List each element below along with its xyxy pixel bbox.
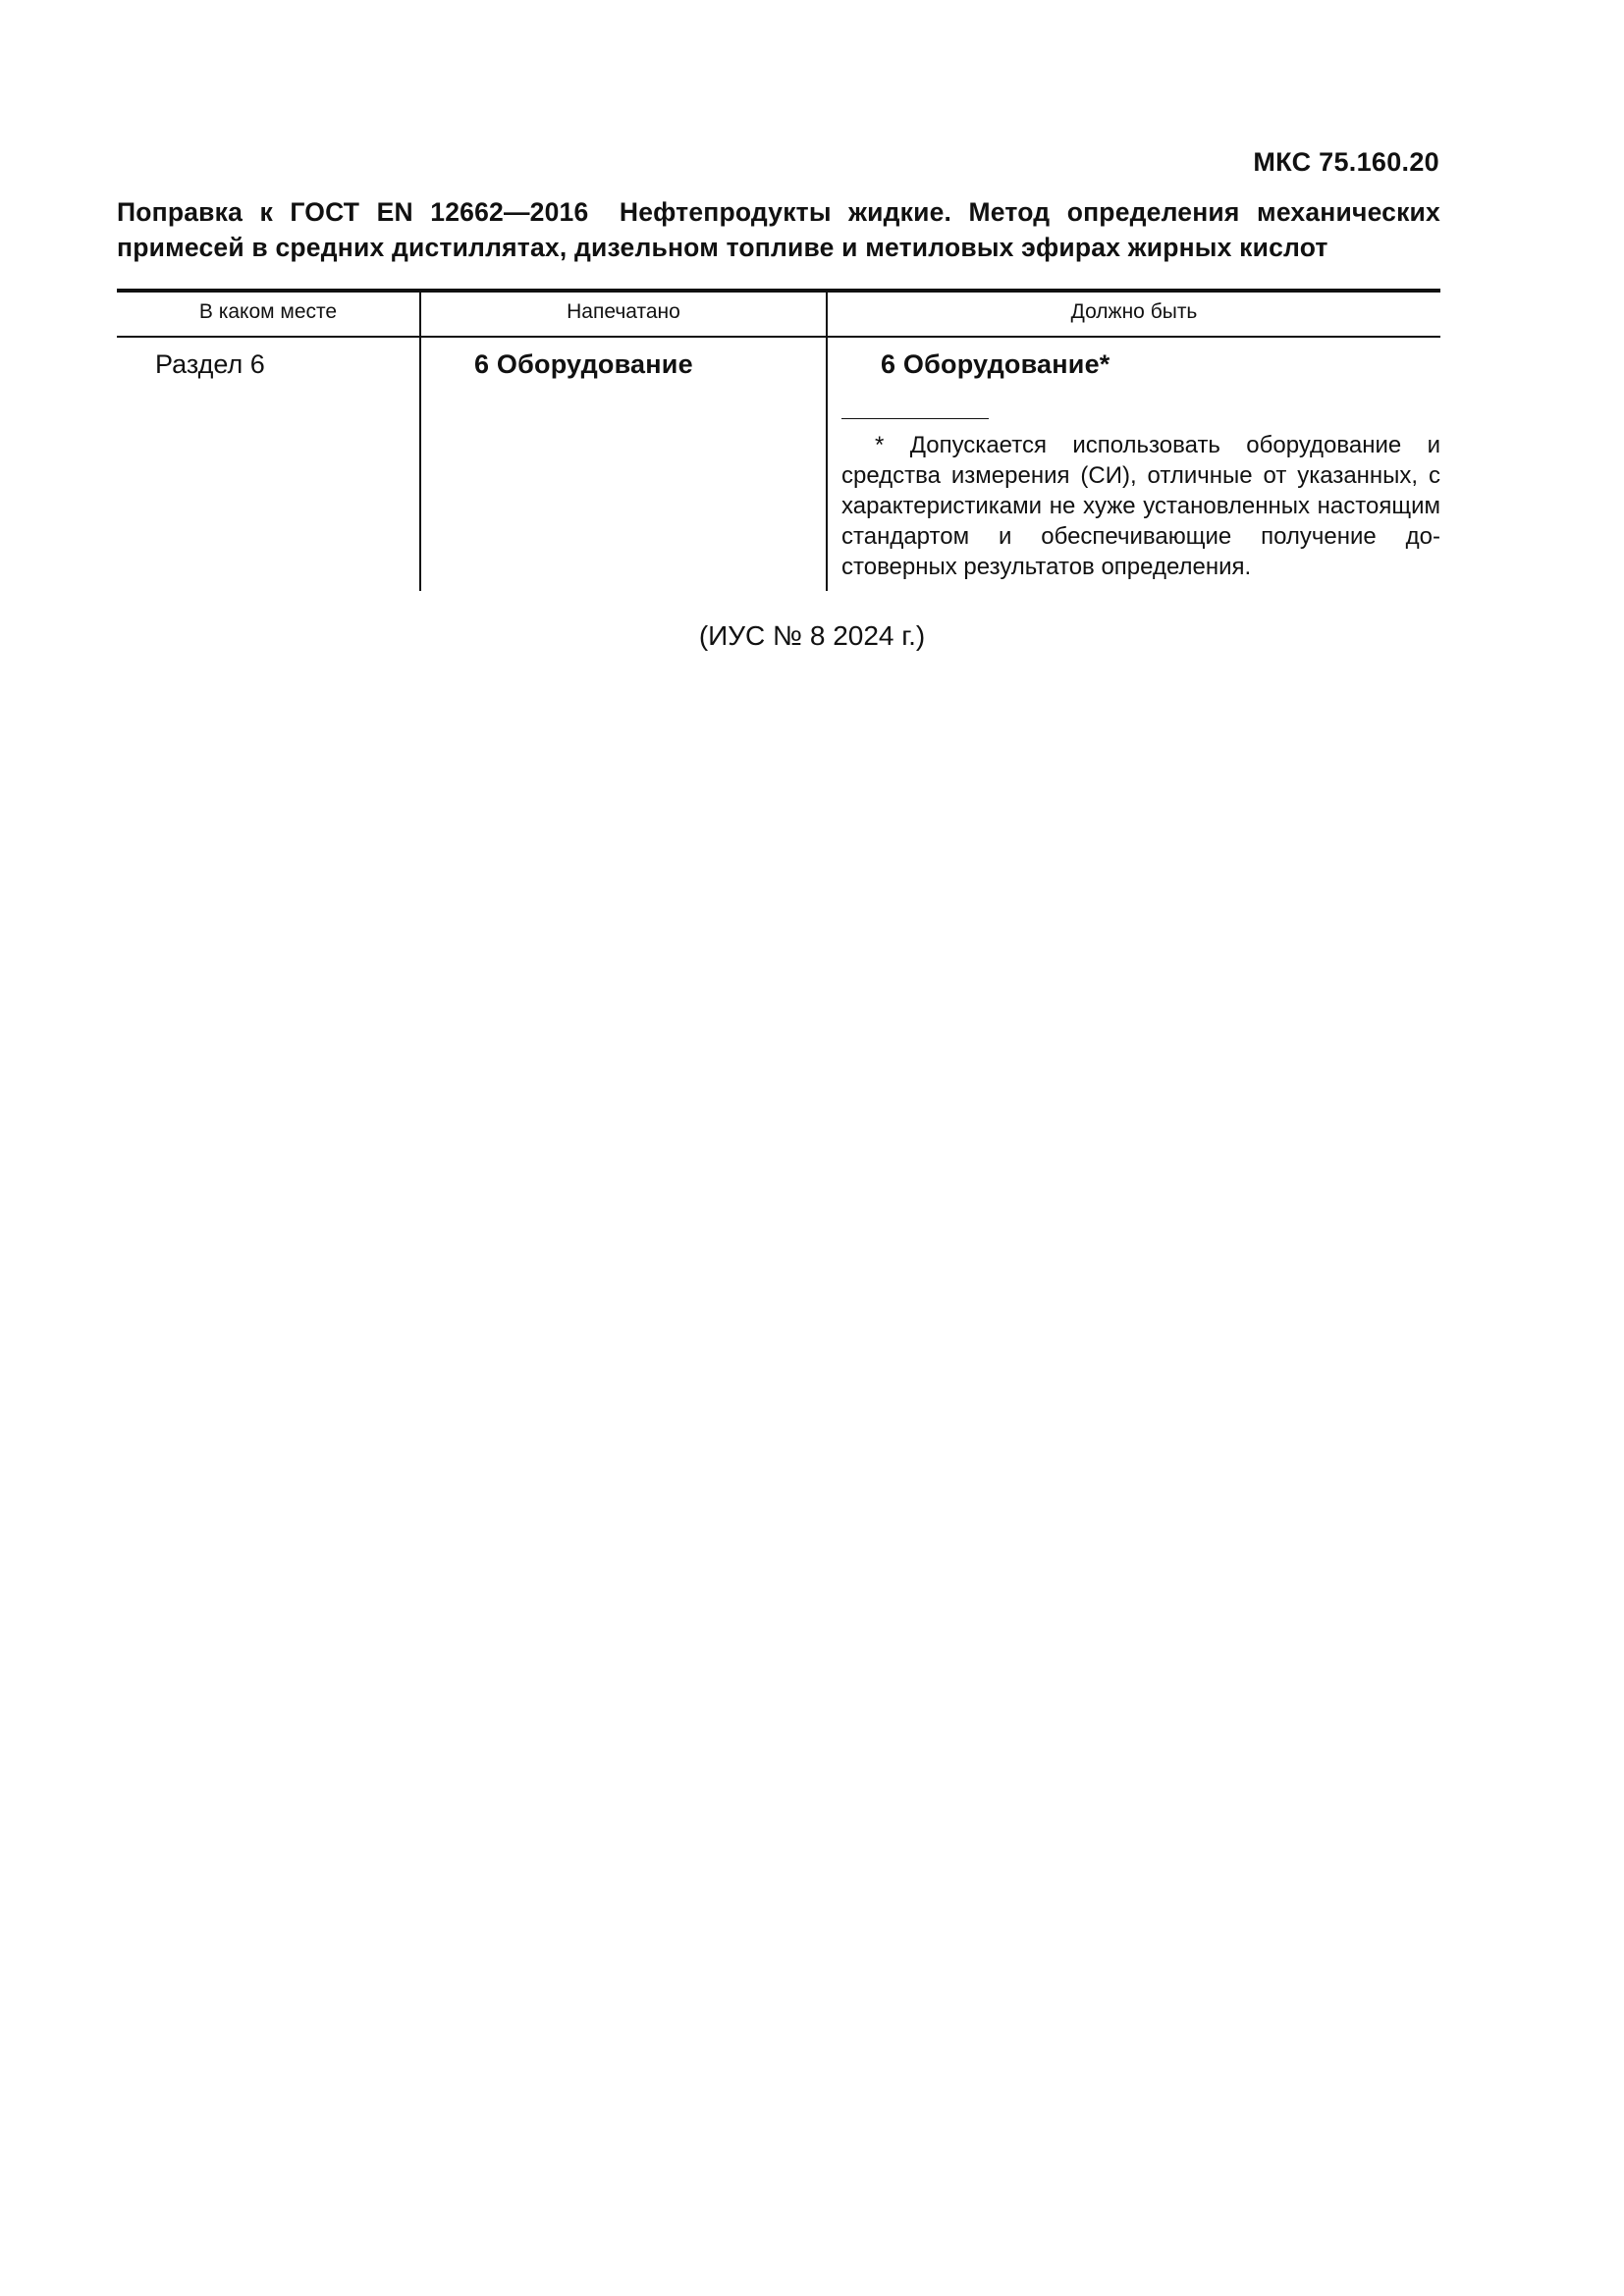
cell-place: Раздел 6 [155,349,265,379]
mks-code: МКС 75.160.20 [1253,147,1439,177]
header-place: В каком месте [198,300,338,323]
cell-printed: 6 Оборудование [474,349,693,379]
standard-title: Нефтепродукты жидкие. Метод определения механических примесей в средних дистиллятах, дизельном топливе и метиловых эфирах жирных кислот [117,197,1440,262]
amendment-reference: Поправка к ГОСТ EN 12662—2016 [117,197,589,227]
column-divider [419,289,421,591]
table-header-rule [117,336,1440,338]
ius-reference: (ИУС № 8 2024 г.) [698,620,926,651]
header-should-be: Должно быть [1070,300,1198,323]
table-top-rule [117,289,1440,293]
amendment-table [117,289,1440,591]
footnote-text: * Допускается использовать оборудование и средства измерения (СИ), отличные от указанных, с характеристиками не хуже установленных настоящим стандартом и обеспечивающие получение достоверных результатов определения. [841,432,1440,580]
header-printed: Напечатано [567,300,680,323]
cell-should-be: 6 Оборудование* [881,349,1110,379]
document-title [117,194,1440,265]
column-divider [826,289,828,591]
footnote-separator [841,418,989,419]
